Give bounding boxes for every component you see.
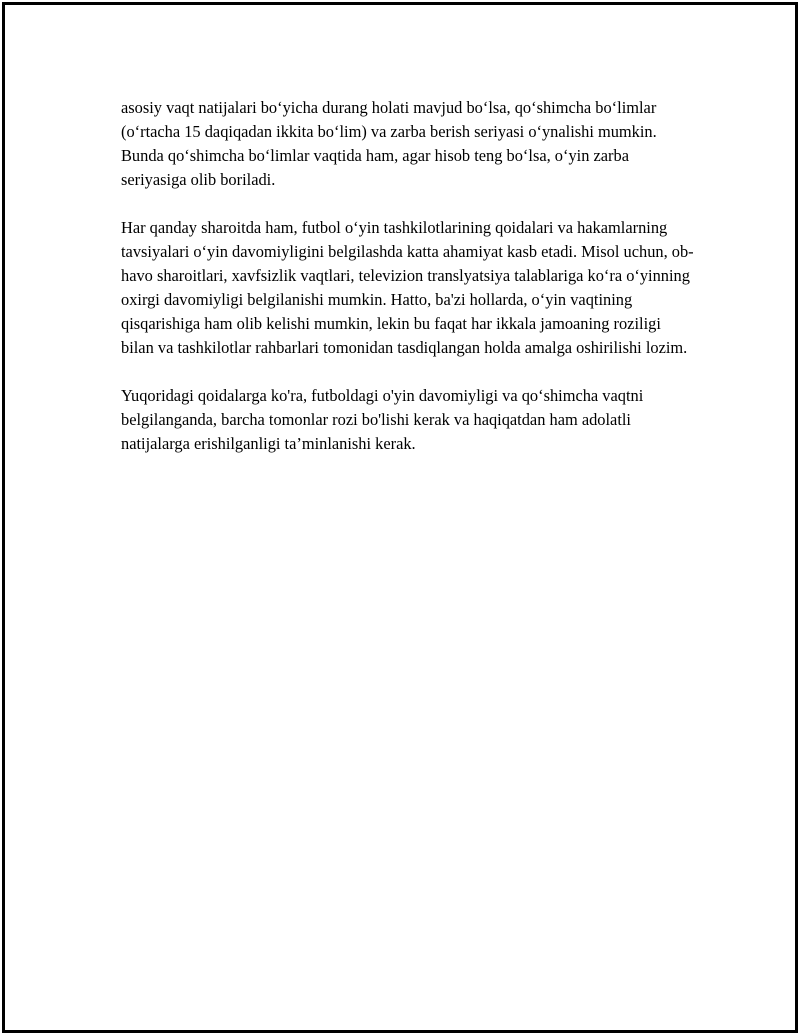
paragraph-2: Har qanday sharoitda ham, futbol o‘yin tashkilotlarining qoidalari va hakamlarning tavsiyalari o‘yin davomiyligini belgilashda katta ahamiyat kasb etadi. Misol uchun, ob-havo sharoitlari, xavfsizlik vaqtlari, televizion translyatsiya talablariga ko‘ra o‘yinning oxirgi davomiyligi belgilanishi mumkin. Hatto, ba'zi hollarda, o‘yin vaqtining qisqarishiga ham olib kelishi mumkin, lekin bu faqat har ikkala jamoaning roziligi bilan va tashkilotlar rahbarlari tomonidan tasdiqlangan holda amalga oshirilishi lozim. xyxy=(121,218,694,357)
paragraph-1: asosiy vaqt natijalari bo‘yicha durang holati mavjud bo‘lsa, qo‘shimcha bo‘limlar (o‘rtacha 15 daqiqadan ikkita bo‘lim) va zarba berish seriyasi o‘ynalishi mumkin. Bunda qo‘shimcha bo‘limlar vaqtida ham, agar hisob teng bo‘lsa, o‘yin zarba seriyasiga olib boriladi. xyxy=(121,98,657,189)
paragraph-3: Yuqoridagi qoidalarga ko'ra, futboldagi o'yin davomiyligi va qo‘shimcha vaqtni belgilanganda, barcha tomonlar rozi bo'lishi kerak va haqiqatdan ham adolatli natijalarga erishilganligi ta’minlanishi kerak. xyxy=(121,386,644,453)
document-body xyxy=(121,96,696,480)
document-page xyxy=(2,2,798,1033)
